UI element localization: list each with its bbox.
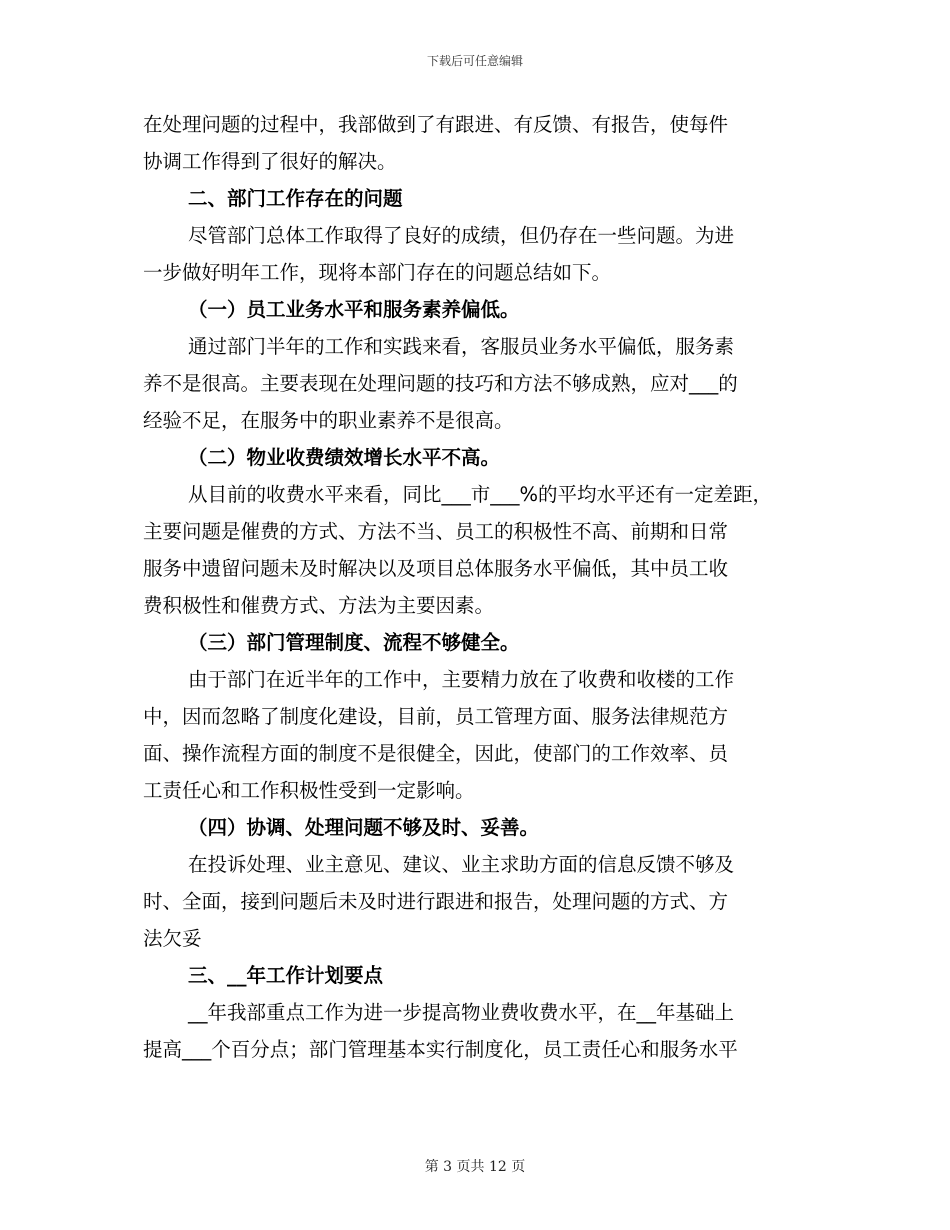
document-body xyxy=(143,106,813,1068)
body-line: 费积极性和催费方式、方法为主要因素。 xyxy=(143,594,495,617)
subsection-heading: （二）物业收费绩效增长水平不高。 xyxy=(188,446,501,469)
body-line: 面、操作流程方面的制度不是很健全，因此，使部门的工作效率、员 xyxy=(143,742,729,765)
section-heading: 三、__年工作计划要点 xyxy=(188,964,384,987)
body-line: 法欠妥 xyxy=(143,927,202,950)
body-line: __年我部重点工作为进一步提高物业费收费水平，在__年基础上 xyxy=(188,1001,735,1024)
page-header: 下载后可任意编辑 xyxy=(426,54,523,68)
page-number: 第 3 页共 12 页 xyxy=(424,1159,526,1175)
body-line: 由于部门在近半年的工作中，主要精力放在了收费和收楼的工作 xyxy=(188,668,735,691)
body-line: 协调工作得到了很好的解决。 xyxy=(143,150,397,173)
body-line: 主要问题是催费的方式、方法不当、员工的积极性不高、前期和日常 xyxy=(143,520,729,543)
body-line: 时、全面，接到问题后未及时进行跟进和报告，处理问题的方式、方 xyxy=(143,890,729,913)
subsection-heading: （三）部门管理制度、流程不够健全。 xyxy=(188,631,520,654)
body-line: 尽管部门总体工作取得了良好的成绩，但仍存在一些问题。为进 xyxy=(188,224,735,247)
subsection-heading: （四）协调、处理问题不够及时、妥善。 xyxy=(188,816,540,839)
body-line: 在投诉处理、业主意见、建议、业主求助方面的信息反馈不够及 xyxy=(188,853,735,876)
body-line: 从目前的收费水平来看，同比___市___%的平均水平还有一定差距， xyxy=(188,483,773,506)
body-line: 养不是很高。主要表现在处理问题的技巧和方法不够成熟，应对___的 xyxy=(143,372,738,395)
body-line: 中，因而忽略了制度化建设，目前，员工管理方面、服务法律规范方 xyxy=(143,705,729,728)
body-line: 通过部门半年的工作和实践来看，客服员业务水平偏低，服务素 xyxy=(188,335,735,358)
body-line: 工责任心和工作积极性受到一定影响。 xyxy=(143,779,475,802)
body-line: 经验不足，在服务中的职业素养不是很高。 xyxy=(143,409,514,432)
body-line: 一步做好明年工作，现将本部门存在的问题总结如下。 xyxy=(143,261,612,284)
body-line: 提高___个百分点；部门管理基本实行制度化，员工责任心和服务水平 xyxy=(143,1038,738,1061)
section-heading: 二、部门工作存在的问题 xyxy=(188,187,403,210)
body-line: 服务中遗留问题未及时解决以及项目总体服务水平偏低，其中员工收 xyxy=(143,557,729,580)
body-line: 在处理问题的过程中，我部做到了有跟进、有反馈、有报告，使每件 xyxy=(143,113,729,136)
subsection-heading: （一）员工业务水平和服务素养偏低。 xyxy=(188,298,520,321)
